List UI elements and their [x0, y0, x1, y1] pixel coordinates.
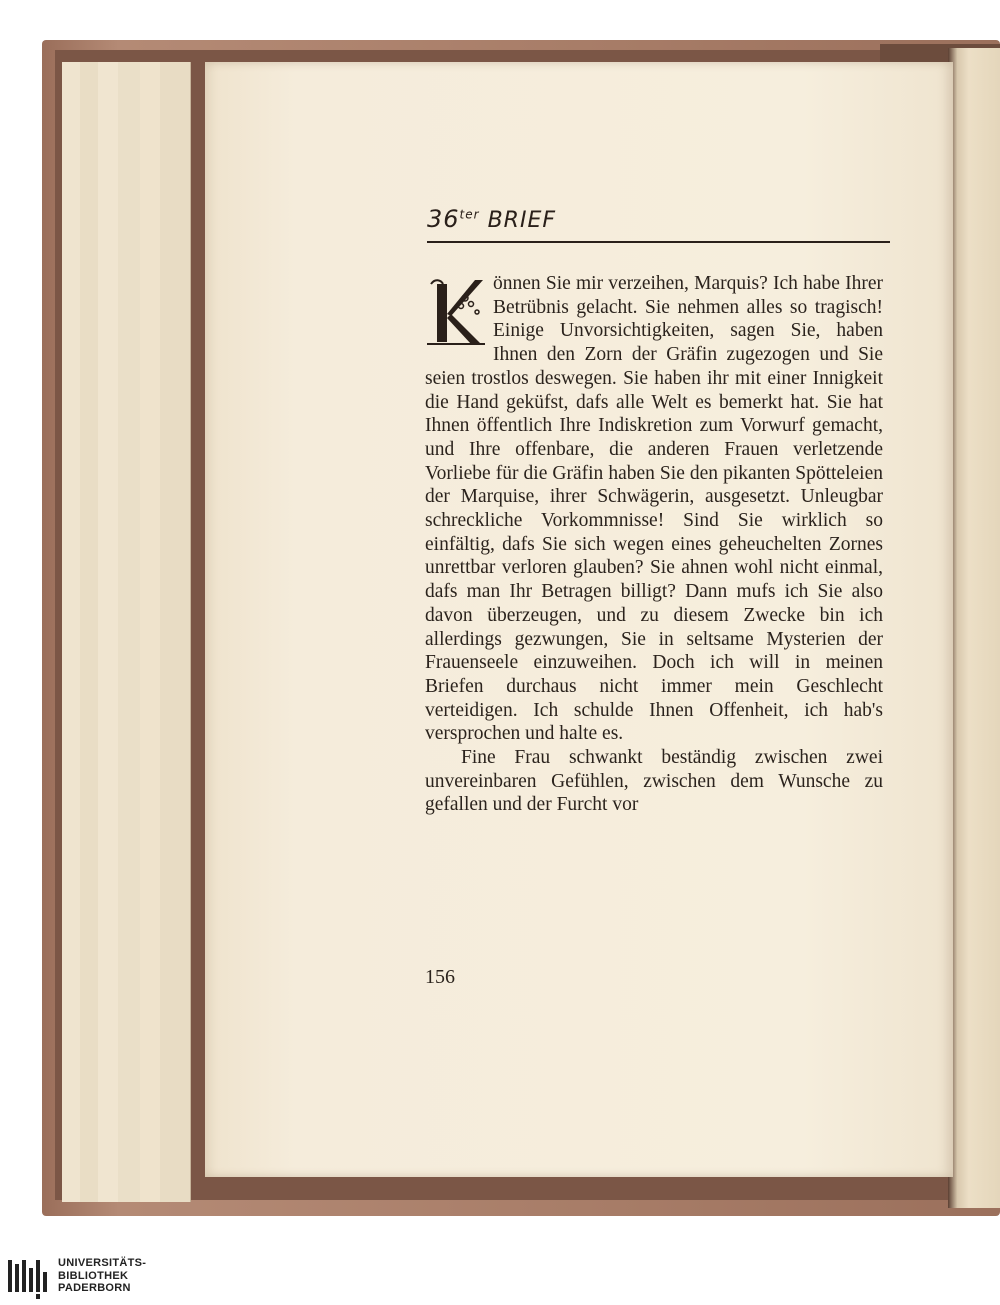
letter-number-suffix: ter	[459, 207, 480, 222]
letter-number: 36	[427, 205, 460, 233]
letter-heading	[427, 205, 556, 233]
paragraph: önnen Sie mir verzeihen, Marquis? Ich habe Ihrer Betrübnis gelacht. Sie nehmen alles so tragisch! Einige Unvorsichtigkeiten, sagen Sie, haben Ihnen den Zorn der Gräfin zugezogen und Sie seien trostlos deswegen. Sie haben ihr mit einer Innigkeit die Hand geküfst, dafs alle Welt es bemerkt hat. Sie hat Ihnen öffentlich Ihre Indiskretion zum Vorwurf gemacht, und Ihre offenbare, die anderen Frauen verletzende Vorliebe für die Gräfin haben Sie den pikanten Spötteleien der Marquise, ihrer Schwägerin, ausgesetzt. Unleugbar schreckliche Vorkommnisse! Sind Sie wirklich so einfältig, dafs Sie sich wegen eines geheuchelten Zornes unrettbar verloren glauben? Sie ahnen wohl nicht einmal, dafs man Ihr Betragen billigt? Dann mufs ich Sie also davon überzeugen, und zu diesem Zwecke bin ich allerdings gezwungen, Sie in seltsame Mysterien der Frauenseele einzuweihen. Doch ich will in meinen Briefen durchaus nicht immer mein Geschlecht verteidigen. Ich schulde Ihnen Offenheit, ich hab's versprochen und halte es.	[425, 273, 883, 745]
right-page-stack	[948, 48, 1000, 1208]
page-number: 156	[425, 966, 455, 988]
library-name-line: PADERBORN	[58, 1282, 131, 1294]
library-logo-icon	[6, 1256, 50, 1300]
body-text	[425, 272, 883, 817]
library-name	[58, 1257, 146, 1295]
heading-rule	[427, 241, 890, 243]
paragraph: Fine Frau schwankt beständig zwischen zwei unvereinbaren Gefühlen, zwischen dem Wunsche zu gefallen und der Furcht vor	[425, 747, 883, 816]
library-logo	[6, 1256, 156, 1300]
decorated-initial-icon	[425, 274, 487, 348]
library-name-line: BIBLIOTHEK	[58, 1269, 129, 1282]
page-edge	[160, 62, 191, 1202]
letter-title: BRIEF	[487, 208, 556, 233]
library-name-line: UNIVERSITÄTS-	[58, 1257, 147, 1269]
